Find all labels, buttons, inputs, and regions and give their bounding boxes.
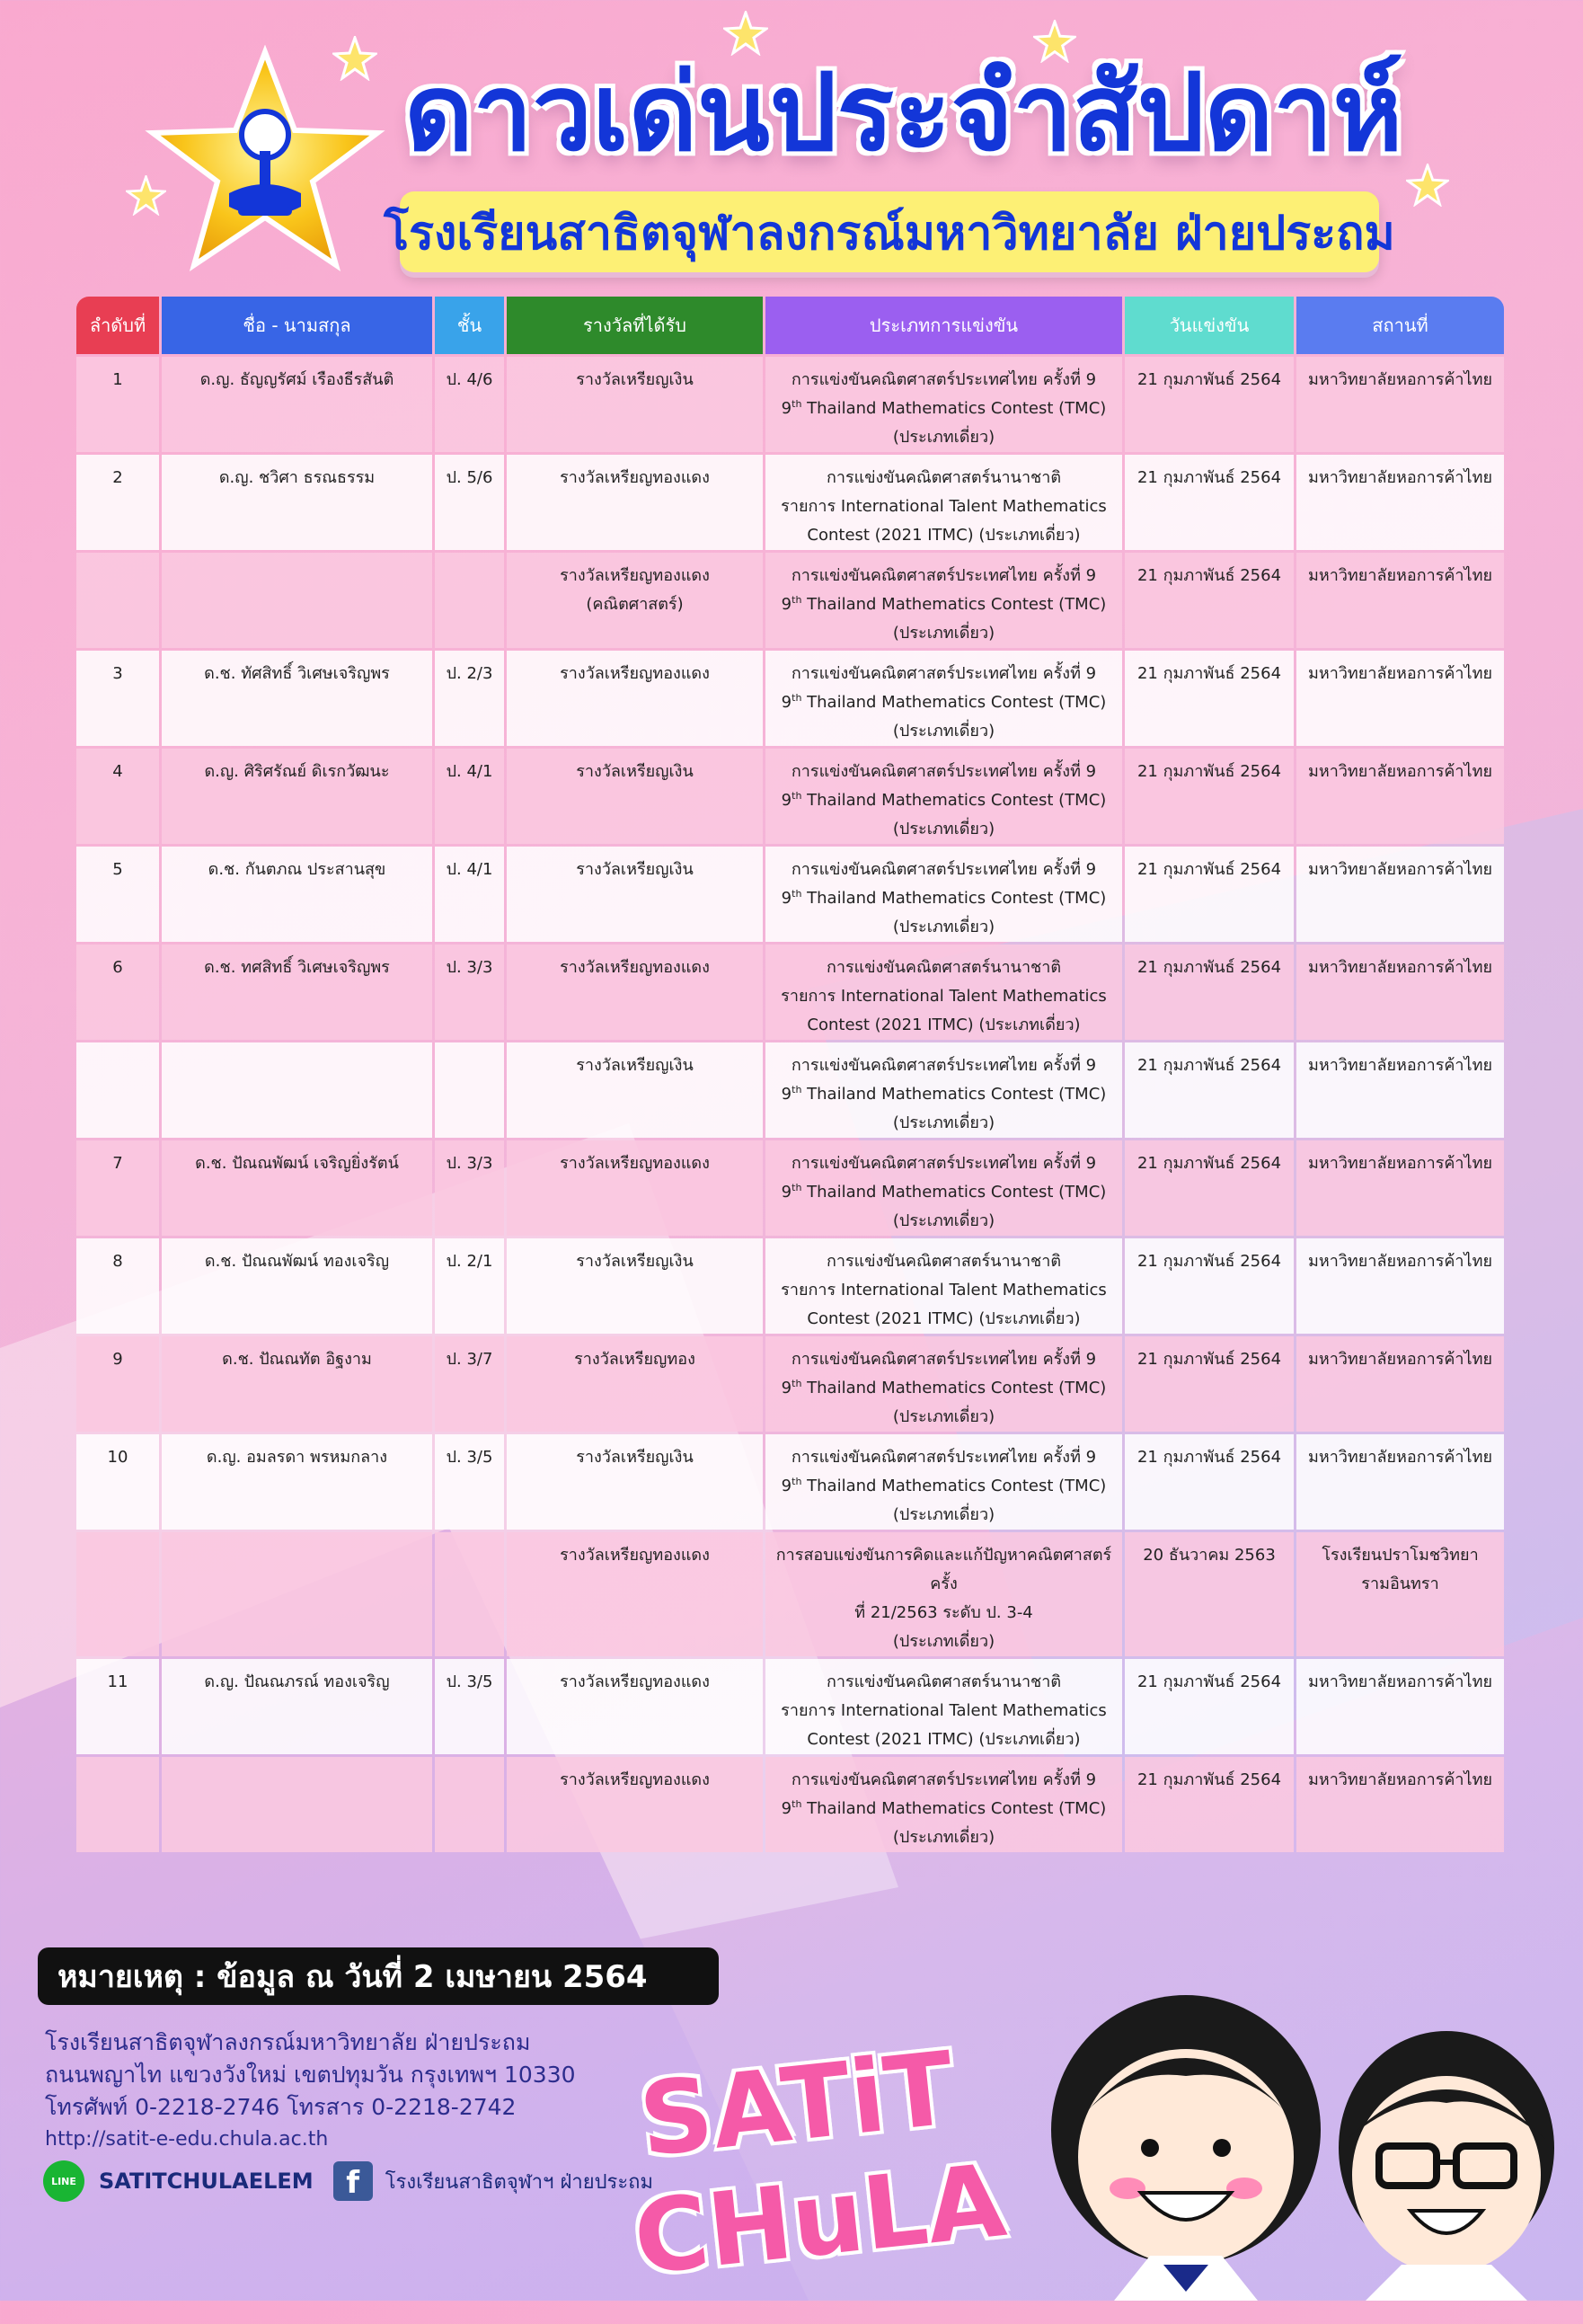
cell-name bbox=[162, 455, 432, 550]
student-grade: ป. 3/3 bbox=[446, 958, 493, 977]
cell-venue bbox=[1296, 455, 1504, 550]
row-number: 5 bbox=[112, 860, 123, 879]
cell-contest bbox=[765, 651, 1122, 746]
contest-line-1: การแข่งขันคณิตศาสตร์นานาชาติ bbox=[826, 468, 1062, 487]
column-header-grade: ชั้น bbox=[435, 297, 504, 354]
cell-no bbox=[76, 651, 159, 746]
cell-no bbox=[76, 1238, 159, 1334]
table-row bbox=[76, 1532, 1504, 1656]
table-row bbox=[76, 357, 1504, 452]
cell-name bbox=[162, 1659, 432, 1754]
contest-line-1: การแข่งขันคณิตศาสตร์ประเทศไทย ครั้งที่ 9 bbox=[791, 1056, 1097, 1075]
table-header-row bbox=[76, 297, 1504, 354]
contest-line-1: การแข่งขันคณิตศาสตร์ประเทศไทย ครั้งที่ 9 bbox=[791, 664, 1097, 683]
cell-name bbox=[162, 749, 432, 844]
cell-award bbox=[507, 1659, 763, 1754]
cell-no bbox=[76, 357, 159, 452]
award-name: รางวัลเหรียญทองแดง bbox=[560, 958, 710, 977]
cell-name bbox=[162, 1434, 432, 1530]
contest-line-3: Contest (2021 ITMC) (ประเภทเดี่ยว) bbox=[807, 1016, 1081, 1034]
cell-venue bbox=[1296, 1532, 1504, 1656]
row-number: 11 bbox=[107, 1672, 128, 1691]
cell-date bbox=[1125, 553, 1294, 648]
cell-name bbox=[162, 847, 432, 942]
student-grade: ป. 2/1 bbox=[446, 1252, 493, 1271]
cell-date bbox=[1125, 1434, 1294, 1530]
contest-line-1: การแข่งขันคณิตศาสตร์ประเทศไทย ครั้งที่ 9 bbox=[791, 1350, 1097, 1369]
cell-name bbox=[162, 1042, 432, 1138]
column-header-date: วันแข่งขัน bbox=[1125, 297, 1294, 354]
award-name: รางวัลเหรียญเงิน bbox=[576, 1448, 694, 1467]
cell-date bbox=[1125, 651, 1294, 746]
cell-no bbox=[76, 945, 159, 1040]
cell-date bbox=[1125, 1659, 1294, 1754]
award-name: รางวัลเหรียญทองแดง bbox=[560, 1154, 710, 1173]
cell-no bbox=[76, 1336, 159, 1432]
cell-award bbox=[507, 1140, 763, 1236]
address-line: ถนนพญาไท แขวงวังใหม่ เขตปทุมวัน กรุงเทพฯ 10330 bbox=[45, 2062, 576, 2088]
cell-venue bbox=[1296, 1238, 1504, 1334]
cell-date bbox=[1125, 1336, 1294, 1432]
cell-date bbox=[1125, 847, 1294, 942]
contest-line-1: การแข่งขันคณิตศาสตร์ประเทศไทย ครั้งที่ 9 bbox=[791, 1770, 1097, 1789]
contest-line-3: (ประเภทเดี่ยว) bbox=[892, 1505, 995, 1524]
contest-date: 21 กุมภาพันธ์ 2564 bbox=[1136, 664, 1282, 683]
contest-date: 21 กุมภาพันธ์ 2564 bbox=[1136, 370, 1282, 389]
contest-venue: มหาวิทยาลัยหอการค้าไทย bbox=[1307, 566, 1492, 585]
contest-line-1: การแข่งขันคณิตศาสตร์นานาชาติ bbox=[826, 958, 1062, 977]
table-row bbox=[76, 1659, 1504, 1754]
contest-edition: 9 bbox=[781, 1477, 792, 1495]
student-name: ด.ญ. อมลรดา พรหมกลาง bbox=[206, 1448, 388, 1467]
cell-date bbox=[1125, 1140, 1294, 1236]
school-address bbox=[45, 2027, 576, 2156]
contest-date: 21 กุมภาพันธ์ 2564 bbox=[1136, 1252, 1282, 1271]
contest-line-2: Thailand Mathematics Contest (TMC) bbox=[801, 889, 1107, 908]
cell-contest bbox=[765, 1140, 1122, 1236]
cell-grade bbox=[435, 357, 504, 452]
cell-award bbox=[507, 1434, 763, 1530]
cell-award bbox=[507, 1336, 763, 1432]
contest-line-3: (ประเภทเดี่ยว) bbox=[892, 1211, 995, 1230]
cell-grade bbox=[435, 847, 504, 942]
student-grade: ป. 3/5 bbox=[446, 1672, 493, 1691]
student-name: ด.ช. ทัศสิทธิ์ วิเศษเจริญพร bbox=[204, 664, 390, 683]
contest-line-2: รายการ International Talent Mathematics bbox=[781, 1281, 1107, 1299]
cell-grade bbox=[435, 1238, 504, 1334]
cell-no bbox=[76, 847, 159, 942]
table-row bbox=[76, 651, 1504, 746]
student-name: ด.ญ. ศิริศรัณย์ ดิเรกวัฒนะ bbox=[204, 762, 390, 781]
cell-venue bbox=[1296, 1042, 1504, 1138]
row-number: 9 bbox=[112, 1350, 123, 1369]
contest-venue: มหาวิทยาลัยหอการค้าไทย bbox=[1307, 860, 1492, 879]
contest-line-1: การแข่งขันคณิตศาสตร์ประเทศไทย ครั้งที่ 9 bbox=[791, 370, 1097, 389]
contest-line-3: (ประเภทเดี่ยว) bbox=[892, 1113, 995, 1132]
contest-line-3: (ประเภทเดี่ยว) bbox=[892, 918, 995, 936]
cell-award bbox=[507, 651, 763, 746]
contest-venue: มหาวิทยาลัยหอการค้าไทย bbox=[1307, 1672, 1492, 1691]
cell-no bbox=[76, 1434, 159, 1530]
contest-edition: 9 bbox=[781, 693, 792, 712]
ordinal-suffix: th bbox=[792, 1378, 802, 1389]
contest-date: 21 กุมภาพันธ์ 2564 bbox=[1136, 762, 1282, 781]
ordinal-suffix: th bbox=[792, 1182, 802, 1193]
cell-venue bbox=[1296, 1434, 1504, 1530]
contest-line-3: Contest (2021 ITMC) (ประเภทเดี่ยว) bbox=[807, 526, 1081, 545]
contest-venue: มหาวิทยาลัยหอการค้าไทย bbox=[1307, 1154, 1492, 1173]
line-app-icon[interactable]: LINE bbox=[43, 2160, 84, 2202]
line-account-name[interactable]: SATITCHULAELEM bbox=[99, 2169, 314, 2194]
award-name: รางวัลเหรียญเงิน bbox=[576, 1056, 694, 1075]
student-name: ด.ญ. ปัณณภรณ์ ทองเจริญ bbox=[204, 1672, 390, 1691]
award-subject: (คณิตศาสตร์) bbox=[586, 595, 684, 614]
cell-venue bbox=[1296, 357, 1504, 452]
row-number: 6 bbox=[112, 958, 123, 977]
contest-date: 20 ธันวาคม 2563 bbox=[1143, 1546, 1276, 1565]
cell-grade bbox=[435, 1757, 504, 1852]
cell-venue bbox=[1296, 1336, 1504, 1432]
contest-date: 21 กุมภาพันธ์ 2564 bbox=[1136, 958, 1282, 977]
award-name: รางวัลเหรียญทองแดง bbox=[560, 1672, 710, 1691]
award-name: รางวัลเหรียญเงิน bbox=[576, 1252, 694, 1271]
contest-edition: 9 bbox=[781, 399, 792, 418]
website-link[interactable]: http://satit-e-edu.chula.ac.th bbox=[45, 2128, 329, 2151]
social-links bbox=[43, 2159, 653, 2204]
cell-grade bbox=[435, 1434, 504, 1530]
ordinal-suffix: th bbox=[792, 888, 802, 900]
contest-line-3: (ประเภทเดี่ยว) bbox=[892, 722, 995, 741]
contest-line-2: Thailand Mathematics Contest (TMC) bbox=[801, 791, 1107, 810]
contest-line-1: การแข่งขันคณิตศาสตร์นานาชาติ bbox=[826, 1252, 1062, 1271]
contest-date: 21 กุมภาพันธ์ 2564 bbox=[1136, 1350, 1282, 1369]
award-name: รางวัลเหรียญทองแดง bbox=[560, 1546, 710, 1565]
cell-name bbox=[162, 357, 432, 452]
table-row bbox=[76, 455, 1504, 550]
ordinal-suffix: th bbox=[792, 398, 802, 410]
award-name: รางวัลเหรียญทองแดง bbox=[560, 664, 710, 683]
cell-name bbox=[162, 1757, 432, 1852]
cell-venue bbox=[1296, 651, 1504, 746]
contest-line-3: (ประเภทเดี่ยว) bbox=[892, 624, 995, 643]
cell-date bbox=[1125, 1532, 1294, 1656]
contest-venue: มหาวิทยาลัยหอการค้าไทย bbox=[1307, 958, 1492, 977]
cell-no bbox=[76, 1532, 159, 1656]
table-row bbox=[76, 749, 1504, 844]
cell-grade bbox=[435, 1140, 504, 1236]
cell-date bbox=[1125, 455, 1294, 550]
brand-line: CHuLA bbox=[628, 2142, 1011, 2298]
contest-line-2: รายการ International Talent Mathematics bbox=[781, 987, 1107, 1006]
contest-edition: 9 bbox=[781, 1183, 792, 1202]
ordinal-suffix: th bbox=[792, 1798, 802, 1810]
contest-venue: มหาวิทยาลัยหอการค้าไทย bbox=[1307, 1056, 1492, 1075]
contest-line-1: การสอบแข่งขันการคิดและแก้ปัญหาคณิตศาสตร์ ครั้ง bbox=[775, 1546, 1112, 1593]
contest-venue: โรงเรียนปราโมชวิทยา bbox=[1322, 1546, 1479, 1565]
contest-venue: มหาวิทยาลัยหอการค้าไทย bbox=[1307, 1252, 1492, 1271]
row-number: 8 bbox=[112, 1252, 123, 1271]
cell-award bbox=[507, 1532, 763, 1656]
contest-venue-line-2: รามอินทรา bbox=[1361, 1574, 1439, 1593]
contest-line-2: รายการ International Talent Mathematics bbox=[781, 497, 1107, 516]
cell-venue bbox=[1296, 945, 1504, 1040]
contest-line-2: Thailand Mathematics Contest (TMC) bbox=[801, 1379, 1107, 1397]
contest-date: 21 กุมภาพันธ์ 2564 bbox=[1136, 1448, 1282, 1467]
contest-line-1: การแข่งขันคณิตศาสตร์ประเทศไทย ครั้งที่ 9 bbox=[791, 762, 1097, 781]
cell-contest bbox=[765, 1659, 1122, 1754]
cell-grade bbox=[435, 455, 504, 550]
row-number: 4 bbox=[112, 762, 123, 781]
sparkle-star-icon bbox=[126, 175, 166, 216]
cell-award bbox=[507, 847, 763, 942]
ordinal-suffix: th bbox=[792, 594, 802, 606]
address-line: โทรศัพท์ 0-2218-2746 โทรสาร 0-2218-2742 bbox=[45, 2094, 517, 2120]
student-grade: ป. 4/1 bbox=[446, 762, 493, 781]
cell-award bbox=[507, 1238, 763, 1334]
facebook-icon[interactable]: f bbox=[333, 2161, 373, 2201]
award-name: รางวัลเหรียญเงิน bbox=[576, 860, 694, 879]
contest-line-2: Thailand Mathematics Contest (TMC) bbox=[801, 1183, 1107, 1202]
award-name: รางวัลเหรียญเงิน bbox=[576, 762, 694, 781]
column-header-no: ลำดับที่ bbox=[76, 297, 159, 354]
contest-line-3: (ประเภทเดี่ยว) bbox=[892, 428, 995, 447]
page-title: ดาวเด่นประจำสัปดาห์ bbox=[404, 50, 1403, 174]
cell-contest bbox=[765, 945, 1122, 1040]
cell-award bbox=[507, 945, 763, 1040]
column-header-contest: ประเภทการแข่งขัน bbox=[765, 297, 1122, 354]
address-line: โรงเรียนสาธิตจุฬาลงกรณ์มหาวิทยาลัย ฝ่ายประถม bbox=[45, 2029, 531, 2055]
cell-contest bbox=[765, 1757, 1122, 1852]
cell-date bbox=[1125, 357, 1294, 452]
contest-line-3: (ประเภทเดี่ยว) bbox=[892, 1828, 995, 1847]
contest-venue: มหาวิทยาลัยหอการค้าไทย bbox=[1307, 1448, 1492, 1467]
row-number: 7 bbox=[112, 1154, 123, 1173]
table-row bbox=[76, 1336, 1504, 1432]
table-body bbox=[76, 357, 1504, 1852]
cell-contest bbox=[765, 1532, 1122, 1656]
cell-award bbox=[507, 455, 763, 550]
contest-line-3: (ประเภทเดี่ยว) bbox=[892, 1407, 995, 1426]
ordinal-suffix: th bbox=[792, 1476, 802, 1487]
contest-line-2: Thailand Mathematics Contest (TMC) bbox=[801, 595, 1107, 614]
cell-grade bbox=[435, 1532, 504, 1656]
contest-date: 21 กุมภาพันธ์ 2564 bbox=[1136, 860, 1282, 879]
cell-award bbox=[507, 357, 763, 452]
table-row bbox=[76, 553, 1504, 648]
cell-contest bbox=[765, 1434, 1122, 1530]
header bbox=[0, 0, 1583, 288]
award-name: รางวัลเหรียญทอง bbox=[574, 1350, 695, 1369]
contest-line-1: การแข่งขันคณิตศาสตร์ประเทศไทย ครั้งที่ 9 bbox=[791, 1154, 1097, 1173]
table-row bbox=[76, 1140, 1504, 1236]
cell-no bbox=[76, 1042, 159, 1138]
contest-edition: 9 bbox=[781, 1799, 792, 1818]
cell-no bbox=[76, 1140, 159, 1236]
table-row bbox=[76, 847, 1504, 942]
contest-line-2: Thailand Mathematics Contest (TMC) bbox=[801, 399, 1107, 418]
student-grade: ป. 4/1 bbox=[446, 860, 493, 879]
award-name: รางวัลเหรียญทองแดง bbox=[560, 468, 710, 487]
cell-grade bbox=[435, 1659, 504, 1754]
contest-line-3: Contest (2021 ITMC) (ประเภทเดี่ยว) bbox=[807, 1730, 1081, 1749]
cell-award bbox=[507, 1757, 763, 1852]
cell-name bbox=[162, 553, 432, 648]
student-grade: ป. 3/7 bbox=[446, 1350, 493, 1369]
cell-name bbox=[162, 1238, 432, 1334]
column-header-award: รางวัลที่ได้รับ bbox=[507, 297, 763, 354]
column-header-venue: สถานที่ bbox=[1296, 297, 1504, 354]
table-row bbox=[76, 1042, 1504, 1138]
cell-date bbox=[1125, 1042, 1294, 1138]
ordinal-suffix: th bbox=[792, 692, 802, 704]
contest-line-1: การแข่งขันคณิตศาสตร์ประเทศไทย ครั้งที่ 9 bbox=[791, 1448, 1097, 1467]
cell-name bbox=[162, 1532, 432, 1656]
school-name-subtitle: โรงเรียนสาธิตจุฬาลงกรณ์มหาวิทยาลัย ฝ่ายประถม bbox=[384, 206, 1395, 261]
cell-contest bbox=[765, 553, 1122, 648]
contest-line-2: Thailand Mathematics Contest (TMC) bbox=[801, 1799, 1107, 1818]
table-row bbox=[76, 1757, 1504, 1852]
contest-line-2: Thailand Mathematics Contest (TMC) bbox=[801, 693, 1107, 712]
contest-edition: 9 bbox=[781, 595, 792, 614]
student-name: ด.ช. กันตภณ ประสานสุข bbox=[208, 860, 386, 879]
cell-award bbox=[507, 553, 763, 648]
column-header-name: ชื่อ - นามสกุล bbox=[162, 297, 432, 354]
student-name: ด.ช. ปัณณทัต อิฐงาม bbox=[222, 1350, 372, 1369]
row-number: 10 bbox=[107, 1448, 128, 1467]
contest-date: 21 กุมภาพันธ์ 2564 bbox=[1136, 1154, 1282, 1173]
row-number: 2 bbox=[112, 468, 123, 487]
cell-no bbox=[76, 553, 159, 648]
contest-date: 21 กุมภาพันธ์ 2564 bbox=[1136, 468, 1282, 487]
brand-line: SATiT bbox=[634, 2030, 960, 2180]
row-number: 1 bbox=[112, 370, 123, 389]
cell-contest bbox=[765, 847, 1122, 942]
student-grade: ป. 5/6 bbox=[446, 468, 493, 487]
student-name: ด.ช. ทศสิทธิ์ วิเศษเจริญพร bbox=[204, 958, 390, 977]
data-note: หมายเหตุ : ข้อมูล ณ วันที่ 2 เมษายน 2564 bbox=[38, 1947, 719, 2005]
contest-line-1: การแข่งขันคณิตศาสตร์ประเทศไทย ครั้งที่ 9 bbox=[791, 566, 1097, 585]
cell-date bbox=[1125, 1757, 1294, 1852]
contest-line-3: (ประเภทเดี่ยว) bbox=[892, 1632, 995, 1651]
contest-venue: มหาวิทยาลัยหอการค้าไทย bbox=[1307, 664, 1492, 683]
student-grade: ป. 4/6 bbox=[446, 370, 493, 389]
student-grade: ป. 2/3 bbox=[446, 664, 493, 683]
facebook-page-name[interactable]: โรงเรียนสาธิตจุฬาฯ ฝ่ายประถม bbox=[385, 2170, 654, 2194]
contest-venue: มหาวิทยาลัยหอการค้าไทย bbox=[1307, 762, 1492, 781]
contest-line-1: การแข่งขันคณิตศาสตร์นานาชาติ bbox=[826, 1672, 1062, 1691]
cartoon-kids-illustration bbox=[979, 1941, 1583, 2301]
contest-line-3: (ประเภทเดี่ยว) bbox=[892, 820, 995, 838]
row-number: 3 bbox=[112, 664, 123, 683]
contest-line-1: การแข่งขันคณิตศาสตร์ประเทศไทย ครั้งที่ 9 bbox=[791, 860, 1097, 879]
contest-venue: มหาวิทยาลัยหอการค้าไทย bbox=[1307, 370, 1492, 389]
award-name: รางวัลเหรียญเงิน bbox=[576, 370, 694, 389]
cell-venue bbox=[1296, 749, 1504, 844]
cell-grade bbox=[435, 1336, 504, 1432]
contest-date: 21 กุมภาพันธ์ 2564 bbox=[1136, 566, 1282, 585]
contest-edition: 9 bbox=[781, 1085, 792, 1104]
cell-name bbox=[162, 651, 432, 746]
cell-no bbox=[76, 1757, 159, 1852]
student-name: ด.ญ. ชวิศา ธรณธรรม bbox=[218, 468, 376, 487]
cell-contest bbox=[765, 1336, 1122, 1432]
cell-venue bbox=[1296, 553, 1504, 648]
ordinal-suffix: th bbox=[792, 1084, 802, 1095]
cell-grade bbox=[435, 945, 504, 1040]
cell-award bbox=[507, 749, 763, 844]
student-name: ด.ช. ปัณณพัฒน์ เจริญยิ่งรัตน์ bbox=[195, 1154, 399, 1173]
table-row bbox=[76, 1434, 1504, 1530]
award-name: รางวัลเหรียญทองแดง bbox=[560, 566, 710, 585]
contest-venue: มหาวิทยาลัยหอการค้าไทย bbox=[1307, 1350, 1492, 1369]
table-row bbox=[76, 1238, 1504, 1334]
cell-name bbox=[162, 1336, 432, 1432]
cell-no bbox=[76, 455, 159, 550]
contest-line-2: รายการ International Talent Mathematics bbox=[781, 1701, 1107, 1720]
student-grade: ป. 3/5 bbox=[446, 1448, 493, 1467]
cell-no bbox=[76, 1659, 159, 1754]
student-name: ด.ญ. ธัญญรัศม์ เรืองธีรสันติ bbox=[199, 370, 394, 389]
contest-edition: 9 bbox=[781, 889, 792, 908]
contest-date: 21 กุมภาพันธ์ 2564 bbox=[1136, 1056, 1282, 1075]
contest-line-2: Thailand Mathematics Contest (TMC) bbox=[801, 1477, 1107, 1495]
cell-date bbox=[1125, 945, 1294, 1040]
sparkle-star-icon bbox=[332, 36, 377, 81]
award-name: รางวัลเหรียญทองแดง bbox=[560, 1770, 710, 1789]
student-grade: ป. 3/3 bbox=[446, 1154, 493, 1173]
cell-venue bbox=[1296, 1140, 1504, 1236]
student-name: ด.ช. ปัณณพัฒน์ ทองเจริญ bbox=[204, 1252, 390, 1271]
cell-contest bbox=[765, 1238, 1122, 1334]
cell-date bbox=[1125, 749, 1294, 844]
cell-venue bbox=[1296, 1757, 1504, 1852]
cell-date bbox=[1125, 1238, 1294, 1334]
ordinal-suffix: th bbox=[792, 790, 802, 802]
subtitle-banner bbox=[384, 191, 1395, 272]
cell-contest bbox=[765, 749, 1122, 844]
cell-contest bbox=[765, 1042, 1122, 1138]
table-row bbox=[76, 945, 1504, 1040]
contest-line-2: ที่ 21/2563 ระดับ ป. 3-4 bbox=[854, 1603, 1033, 1622]
contest-date: 21 กุมภาพันธ์ 2564 bbox=[1136, 1672, 1282, 1691]
cell-grade bbox=[435, 651, 504, 746]
contest-venue: มหาวิทยาลัยหอการค้าไทย bbox=[1307, 1770, 1492, 1789]
contest-date: 21 กุมภาพันธ์ 2564 bbox=[1136, 1770, 1282, 1789]
contest-line-3: Contest (2021 ITMC) (ประเภทเดี่ยว) bbox=[807, 1309, 1081, 1328]
cell-grade bbox=[435, 749, 504, 844]
contest-line-2: Thailand Mathematics Contest (TMC) bbox=[801, 1085, 1107, 1104]
awards-table bbox=[74, 294, 1507, 1855]
cell-grade bbox=[435, 553, 504, 648]
cell-no bbox=[76, 749, 159, 844]
contest-venue: มหาวิทยาลัยหอการค้าไทย bbox=[1307, 468, 1492, 487]
cell-contest bbox=[765, 357, 1122, 452]
cell-contest bbox=[765, 455, 1122, 550]
cell-grade bbox=[435, 1042, 504, 1138]
cell-award bbox=[507, 1042, 763, 1138]
cell-name bbox=[162, 945, 432, 1040]
awards-table-container bbox=[74, 294, 1504, 1855]
cell-venue bbox=[1296, 847, 1504, 942]
contest-edition: 9 bbox=[781, 1379, 792, 1397]
cell-venue bbox=[1296, 1659, 1504, 1754]
contest-edition: 9 bbox=[781, 791, 792, 810]
cell-name bbox=[162, 1140, 432, 1236]
